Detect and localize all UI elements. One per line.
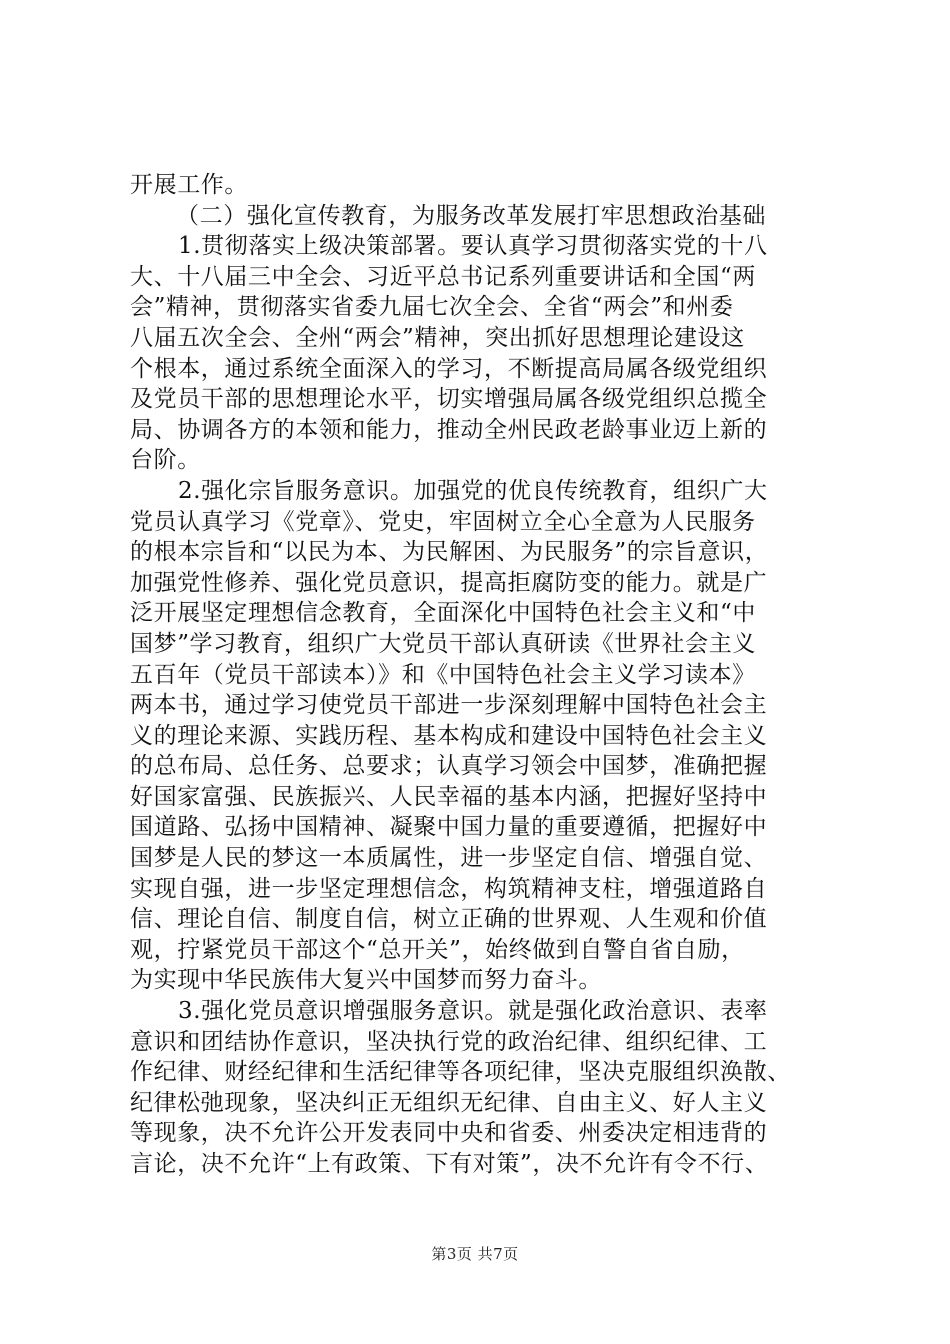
- text-line: 加强党性修养、强化党员意识，提高拒腐防变的能力。就是广: [130, 569, 768, 596]
- document-body: [130, 170, 840, 1180]
- text-line: 党员认真学习《党章》、党史，牢固树立全心全意为人民服务: [130, 508, 756, 535]
- text-line: 3.强化党员意识增强服务意识。就是强化政治意识、表率: [178, 998, 768, 1025]
- text-line: 意识和团结协作意识，坚决执行党的政治纪律、组织纪律、工: [130, 1028, 768, 1055]
- text-line: 的总布局、总任务、总要求；认真学习领会中国梦，准确把握: [130, 753, 768, 780]
- text-line: 观，拧紧党员干部这个“总开关”，始终做到自警自省自励，: [130, 936, 745, 963]
- text-line: 2.强化宗旨服务意识。加强党的优良传统教育，组织广大: [178, 477, 768, 504]
- text-line: 等现象，决不允许公开发表同中央和省委、州委决定相违背的: [130, 1120, 768, 1147]
- text-line: 纪律松弛现象，坚决纠正无组织无纪律、自由主义、好人主义: [130, 1089, 768, 1116]
- text-line: 好国家富强、民族振兴、人民幸福的基本内涵，把握好坚持中: [130, 783, 768, 810]
- text-line: 两本书，通过学习使党员干部进一步深刻理解中国特色社会主: [130, 692, 768, 719]
- text-line: 为实现中华民族伟大复兴中国梦而努力奋斗。: [130, 967, 602, 994]
- section-heading: （二）强化宣传教育，为服务改革发展打牢思想政治基础: [176, 202, 766, 229]
- text-line: 国梦”学习教育，组织广大党员干部认真研读《世界社会主义: [130, 630, 756, 657]
- text-line: 及党员干部的思想理论水平，切实增强局属各级党组织总揽全: [130, 386, 768, 413]
- text-line: 大、十八届三中全会、习近平总书记系列重要讲话和全国“两: [130, 263, 756, 290]
- text-line: 1.贯彻落实上级决策部署。要认真学习贯彻落实党的十八: [178, 233, 768, 260]
- text-line: 个根本，通过系统全面深入的学习，不断提高局属各级党组织: [130, 355, 768, 382]
- text-line: 的根本宗旨和“以民为本、为民解困、为民服务”的宗旨意识，: [130, 539, 769, 566]
- text-line: 局、协调各方的本领和能力，推动全州民政老龄事业迈上新的: [130, 416, 768, 443]
- text-line: 五百年（党员干部读本）》和《中国特色社会主义学习读本》: [130, 661, 756, 688]
- text-line: 国道路、弘扬中国精神、凝聚中国力量的重要遵循，把握好中: [130, 814, 768, 841]
- text-line: 泛开展坚定理想信念教育，全面深化中国特色社会主义和“中: [130, 600, 756, 627]
- page-footer: 第3页 共7页: [431, 1245, 519, 1263]
- text-line: 开展工作。: [130, 172, 248, 198]
- text-line: 信、理论自信、制度自信，树立正确的世界观、人生观和价值: [130, 906, 768, 933]
- text-line: 会”精神，贯彻落实省委九届七次全会、全省“两会”和州委: [130, 294, 734, 321]
- text-line: 言论，决不允许“上有政策、下有对策”，决不允许有令不行、: [130, 1151, 769, 1177]
- text-line: 国梦是人民的梦这一本质属性，进一步坚定自信、增强自觉、: [130, 845, 768, 872]
- text-line: 实现自强，进一步坚定理想信念，构筑精神支柱，增强道路自: [130, 875, 768, 902]
- text-line: 作纪律、财经纪律和生活纪律等各项纪律，坚决克服组织涣散、: [130, 1059, 791, 1086]
- text-line: 台阶。: [130, 447, 201, 474]
- text-line: 义的理论来源、实践历程、基本构成和建设中国特色社会主义: [130, 722, 768, 749]
- text-line: 八届五次全会、全州“两会”精神，突出抓好思想理论建设这: [130, 324, 745, 351]
